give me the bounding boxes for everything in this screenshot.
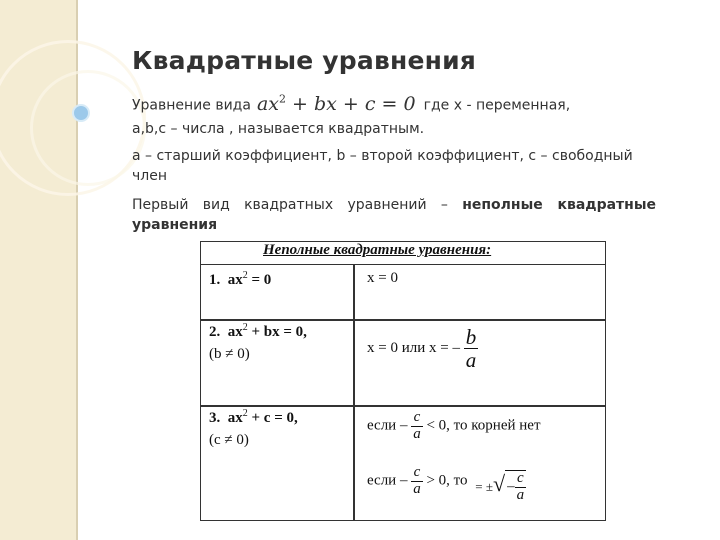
case2-root-body <box>505 470 526 504</box>
row1-solution: x = 0 <box>367 270 398 286</box>
definition-line-1 <box>132 92 570 114</box>
row1-equation <box>209 270 271 289</box>
row3-eq: ax <box>227 410 243 426</box>
fraction-denominator: a <box>516 486 525 503</box>
row2-fraction <box>464 326 479 371</box>
formula-term: ax <box>256 93 279 116</box>
fraction-numerator: c <box>515 471 527 488</box>
table-row-divider <box>201 405 605 407</box>
fraction-numerator: b <box>465 325 477 349</box>
row1-eq: ax <box>227 272 243 288</box>
row3-eq-power: 2 <box>242 408 248 419</box>
row2-condition: (b ≠ 0) <box>209 346 250 362</box>
decor-ring <box>30 70 146 186</box>
case2-suffix: > 0, то <box>426 472 468 489</box>
row3-case-negative <box>367 410 541 443</box>
fraction-numerator: c <box>411 465 423 482</box>
line1-suffix: где x - переменная, <box>423 97 571 114</box>
row2-equation <box>209 322 307 341</box>
case2-prefix: если – <box>367 472 408 489</box>
incomplete-equations-table <box>200 241 606 521</box>
para4-bold: неполные квадратные уравнения <box>132 197 656 233</box>
definition-line-2: a,b,c – числа , называется квадратным. <box>132 121 425 137</box>
slide-title: Квадратные уравнения <box>132 46 477 75</box>
row3-eq-rest: + c = 0, <box>247 410 298 426</box>
row3-equation <box>209 408 298 427</box>
case1-fraction <box>411 410 423 443</box>
table-row-divider <box>201 319 605 321</box>
formula-rest: + bx + c = 0 <box>286 93 416 116</box>
para4-text: Первый вид квадратных уравнений – <box>132 197 463 213</box>
row2-number: 2. <box>209 324 221 340</box>
fraction-denominator: a <box>413 425 421 442</box>
case2-plus-minus: = ± <box>475 478 493 494</box>
sqrt-icon: √ <box>493 470 506 496</box>
case1-prefix: если – <box>367 417 408 434</box>
row2-eq: ax <box>227 324 243 340</box>
row3-condition: (c ≠ 0) <box>209 432 249 448</box>
row1-eq-power: 2 <box>242 270 248 281</box>
fraction-denominator: a <box>465 348 477 373</box>
row3-case-positive <box>367 464 526 503</box>
coefficients-paragraph: a – старший коэффициент, b – второй коэффициент, c – свободный член <box>132 148 633 184</box>
row1-eq-rest: = 0 <box>247 272 272 288</box>
table-column-divider <box>353 264 355 520</box>
fraction-denominator: a <box>413 480 421 497</box>
case2-fraction <box>411 465 423 498</box>
fraction-numerator: c <box>411 410 423 427</box>
table-header <box>201 242 605 265</box>
row2-eq-rest: + bx = 0, <box>247 324 307 340</box>
case2-root-fraction <box>515 471 527 504</box>
quadratic-formula <box>257 93 416 115</box>
decor-bullet <box>72 104 90 122</box>
row1-number: 1. <box>209 272 221 288</box>
case2-root-sign: – <box>507 478 515 495</box>
row2-solution-text: x = 0 или x = – <box>367 339 460 356</box>
row3-number: 3. <box>209 410 221 426</box>
row2-solution <box>367 326 478 371</box>
table-header-text: Неполные квадратные уравнения: <box>263 242 492 258</box>
case1-suffix: < 0, то корней нет <box>426 417 541 434</box>
row2-eq-power: 2 <box>242 322 248 333</box>
line1-prefix: Уравнение вида <box>132 97 251 114</box>
incomplete-types-paragraph <box>132 195 656 235</box>
formula-power: 2 <box>279 93 286 106</box>
